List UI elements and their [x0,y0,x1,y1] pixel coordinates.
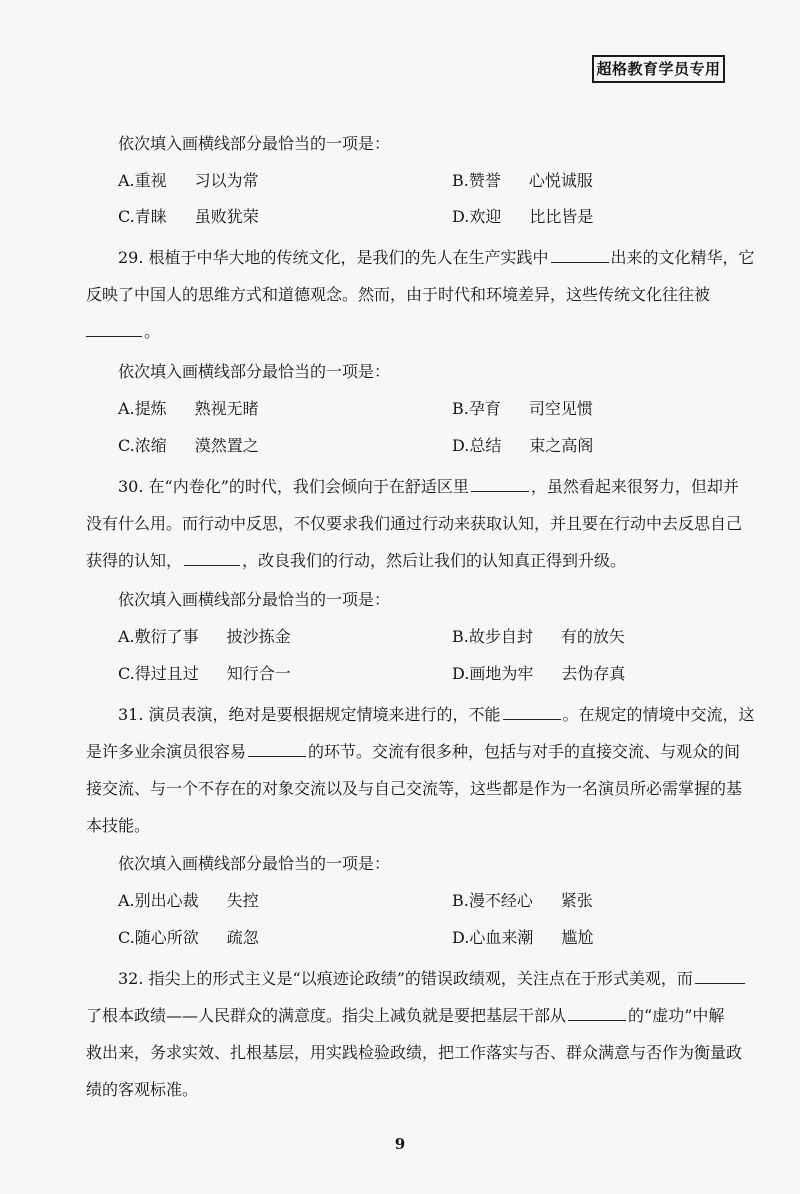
option-word-2: 知行合一 [226,664,291,683]
q29-text: 29. 根植于中华大地的传统文化，是我们的先人在生产实践中 [118,248,549,267]
option-word-1: 浓缩 [134,436,167,455]
option-word-1: 心血来潮 [469,928,534,947]
option-word-1: 欢迎 [469,207,502,226]
q30-option-d [452,664,625,684]
option-word-2: 疏忽 [226,928,259,947]
q29-text: 出来的文化精华，它 [610,248,755,267]
q31-line-3: 接交流、与一个不存在的对象交流以及与自己交流等，这些都是作为一名演员所必需掌握的基 [86,779,743,798]
option-word-1: 漫不经心 [468,891,533,910]
option-word-1: 别出心裁 [134,891,199,910]
q30-option-a [118,627,291,647]
option-letter: D. [452,928,470,947]
fill-blank [503,705,561,720]
q32-line-1 [118,969,747,989]
q29-line-2: 反映了中国人的思维方式和道德观念。然而，由于时代和环境差异，这些传统文化往往被 [86,285,711,304]
q29-line-3 [86,322,160,342]
fill-blank [471,477,529,492]
q30-text: 获得的认知， [86,551,183,570]
option-word-2: 漠然置之 [194,436,259,455]
q28-option-d [452,207,593,227]
q30-line-2: 没有什么用。而行动中反思，不仅要求我们通过行动来获取认知，并且要在行动中去反思自己 [86,514,743,533]
q29-instruction: 依次填入画横线部分最恰当的一项是： [118,362,391,381]
q28-option-c [118,207,259,227]
q32-text: 了根本政绩——人民群众的满意度。指尖上减负就是要把基层干部从 [86,1006,567,1025]
q31-option-d [452,928,593,948]
q32-text: 32. 指尖上的形式主义是“以痕迹论政绩”的错误政绩观，关注点在于形式美观，而 [118,969,693,988]
q32-text: 的“虚功”中解 [628,1006,725,1025]
option-word-2: 虽败犹荣 [194,207,259,226]
q28-instruction: 依次填入画横线部分最恰当的一项是： [118,134,391,153]
option-letter: A. [118,171,135,190]
q31-line-2 [86,742,740,762]
q30-text: ，改良我们的行动，然后让我们的认知真正得到升级。 [242,551,627,570]
q31-option-b [452,891,593,911]
q28-option-b [452,171,593,191]
option-word-2: 尴尬 [561,928,594,947]
q31-text: 的环节。交流有很多种，包括与对手的直接交流、与观众的间 [308,742,741,761]
option-letter: D. [452,664,470,683]
fill-blank [695,969,745,984]
q30-text: 30. 在“内卷化”的时代，我们会倾向于在舒适区里 [118,477,469,496]
q28-option-a [118,171,259,191]
q30-instruction: 依次填入画横线部分最恰当的一项是： [118,590,391,609]
q30-text: ，虽然看起来很努力，但却并 [530,477,739,496]
option-word-1: 总结 [469,436,502,455]
option-letter: B. [452,171,469,190]
option-word-2: 司空见惯 [528,399,593,418]
option-letter: C. [118,928,135,947]
fill-blank [248,742,306,757]
option-word-1: 提炼 [134,399,167,418]
q29-option-c [118,436,259,456]
option-word-1: 赞誉 [468,171,501,190]
option-word-2: 去伪存真 [561,664,626,683]
fill-blank [551,248,609,263]
option-word-2: 心悦诚服 [528,171,593,190]
option-letter: B. [452,891,469,910]
option-word-2: 失控 [226,891,259,910]
q29-option-a [118,399,259,419]
fill-blank [568,1006,626,1021]
q32-line-3: 救出来，务求实效、扎根基层，用实践检验政绩，把工作落实与否、群众满意与否作为衡量政 [86,1043,743,1062]
q32-line-4: 绩的客观标准。 [86,1080,199,1099]
header-stamp: 超格教育学员专用 [592,55,725,83]
q32-line-2 [86,1006,724,1026]
option-word-1: 画地为牢 [469,664,534,683]
q31-text: 。在规定的情境中交流，这 [562,705,755,724]
q31-line-4: 本技能。 [86,816,151,835]
option-letter: D. [452,436,470,455]
option-word-2: 有的放矢 [560,627,625,646]
option-letter: A. [118,627,135,646]
q31-option-c [118,928,259,948]
fill-blank [86,322,142,337]
q29-option-b [452,399,593,419]
q29-option-d [452,436,593,456]
option-word-1: 重视 [134,171,167,190]
q31-option-a [118,891,259,911]
option-word-2: 束之高阁 [529,436,594,455]
option-word-1: 故步自封 [468,627,533,646]
option-word-1: 得过且过 [134,664,199,683]
option-letter: C. [118,436,135,455]
option-word-1: 敷衍了事 [134,627,199,646]
q30-option-b [452,627,625,647]
option-word-2: 比比皆是 [529,207,594,226]
q31-line-1 [118,705,755,725]
option-letter: D. [452,207,470,226]
option-letter: C. [118,664,135,683]
option-word-1: 孕育 [468,399,501,418]
option-word-2: 紧张 [560,891,593,910]
q29-text: 。 [144,322,161,341]
option-word-1: 青睐 [134,207,167,226]
option-letter: B. [452,399,469,418]
option-letter: A. [118,399,135,418]
q31-text: 31. 演员表演，绝对是要根据规定情境来进行的，不能 [118,705,501,724]
option-word-2: 习以为常 [194,171,259,190]
q30-option-c [118,664,291,684]
option-letter: C. [118,207,135,226]
q29-line-1 [118,248,755,268]
option-letter: A. [118,891,135,910]
page-number: 9 [394,1135,406,1153]
option-letter: B. [452,627,469,646]
q30-line-3 [86,551,626,571]
q30-line-1 [118,477,739,497]
fill-blank [184,551,240,566]
q31-instruction: 依次填入画横线部分最恰当的一项是： [118,854,391,873]
q31-text: 是许多业余演员很容易 [86,742,247,761]
option-word-1: 随心所欲 [134,928,199,947]
option-word-2: 熟视无睹 [194,399,259,418]
option-word-2: 披沙拣金 [226,627,291,646]
